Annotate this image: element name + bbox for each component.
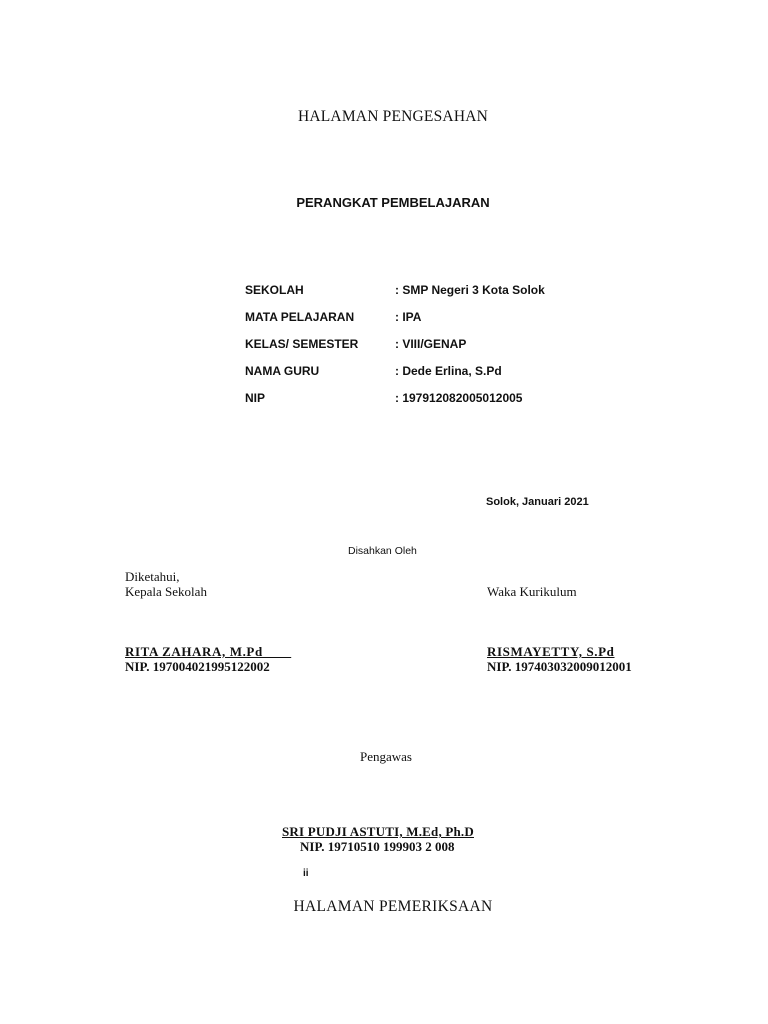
info-label-school: SEKOLAH — [245, 283, 304, 297]
curriculum-role: Waka Kurikulum — [487, 584, 577, 599]
principal-nip: NIP. 197004021995122002 — [125, 659, 270, 674]
principal-role: Kepala Sekolah — [125, 584, 207, 599]
page-title: HALAMAN PENGESAHAN — [297, 108, 489, 125]
info-label-nip: NIP — [245, 391, 266, 405]
info-label-class-semester: KELAS/ SEMESTER — [245, 337, 359, 351]
info-value-subject: : IPA — [395, 310, 422, 324]
place-date: Solok, Januari 2021 — [486, 496, 589, 508]
supervisor-nip: NIP. 19710510 199903 2 008 — [300, 839, 455, 854]
info-label-subject: MATA PELAJARAN — [245, 310, 355, 324]
curriculum-nip: NIP. 197403032009012001 — [487, 659, 632, 674]
info-value-teacher: : Dede Erlina, S.Pd — [395, 364, 502, 378]
acknowledged-label: Diketahui, — [125, 569, 180, 584]
principal-name: RITA ZAHARA, M.Pd____ — [125, 644, 292, 659]
curriculum-name: RISMAYETTY, S.Pd — [487, 644, 615, 659]
info-value-class-semester: : VIII/GENAP — [395, 337, 467, 351]
info-value-school: : SMP Negeri 3 Kota Solok — [395, 283, 545, 297]
document-subtitle: PERANGKAT PEMBELAJARAN — [296, 195, 490, 210]
supervisor-name: SRI PUDJI ASTUTI, M.Ed, Ph.D — [282, 824, 474, 839]
approved-by-label: Disahkan Oleh — [348, 545, 417, 557]
info-value-nip: : 197912082005012005 — [395, 391, 523, 405]
next-page-title: HALAMAN PEMERIKSAAN — [293, 898, 493, 915]
supervisor-role: Pengawas — [360, 749, 412, 764]
page-number: ii — [303, 868, 309, 879]
info-label-teacher: NAMA GURU — [245, 364, 320, 378]
